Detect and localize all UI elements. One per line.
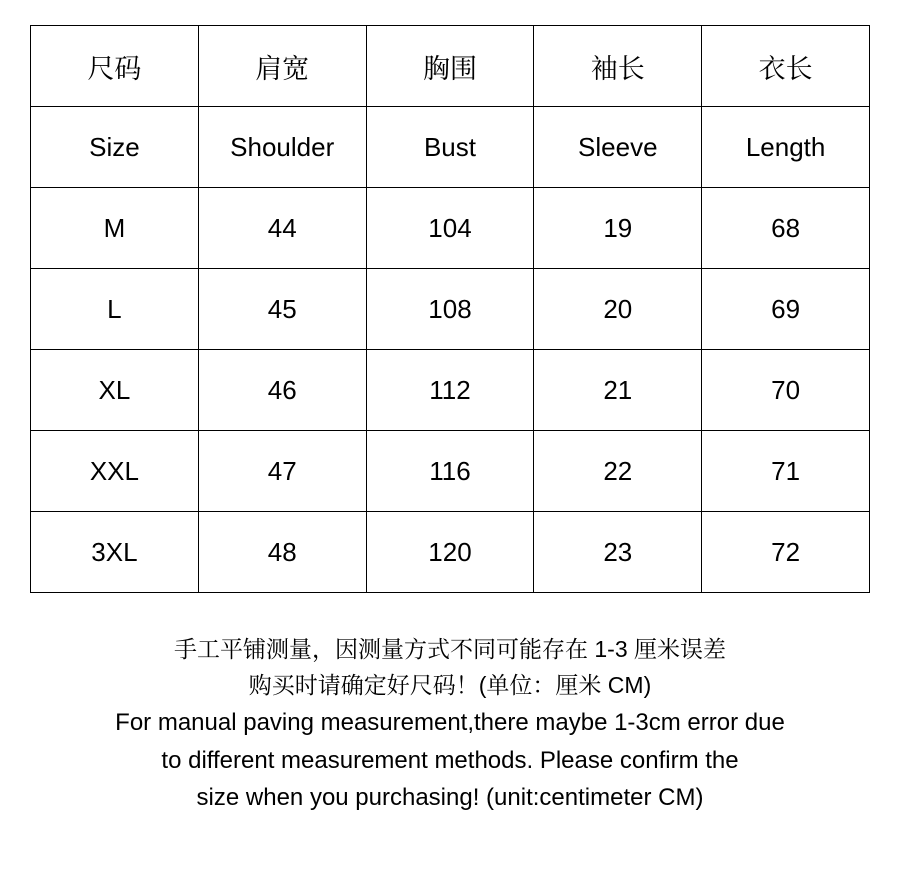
table-row: [31, 269, 870, 350]
table-row-header-cn: [31, 26, 870, 107]
cell-shoulder: 44: [198, 188, 366, 269]
cell-size: XXL: [31, 431, 199, 512]
cell-shoulder: 47: [198, 431, 366, 512]
note-line-en-2: to different measurement methods. Please confirm the: [161, 746, 739, 774]
cell-bust: 112: [366, 350, 534, 431]
table-row: [31, 431, 870, 512]
header-cell-length-en: Length: [702, 107, 870, 188]
cell-sleeve: 21: [534, 350, 702, 431]
header-cell-length-cn: 衣长: [702, 26, 870, 107]
table-row: [31, 188, 870, 269]
header-cell-shoulder-cn: 肩宽: [198, 26, 366, 107]
cell-sleeve: 20: [534, 269, 702, 350]
cell-length: 71: [702, 431, 870, 512]
cell-bust: 120: [366, 512, 534, 593]
cell-size: XL: [31, 350, 199, 431]
table-row: [31, 512, 870, 593]
header-cell-sleeve-en: Sleeve: [534, 107, 702, 188]
header-cell-shoulder-en: Shoulder: [198, 107, 366, 188]
header-cell-size-en: Size: [31, 107, 199, 188]
cell-size: L: [31, 269, 199, 350]
table-row-header-en: [31, 107, 870, 188]
cell-shoulder: 48: [198, 512, 366, 593]
note-line-en-1: For manual paving measurement,there maybe 1-3cm error due: [115, 708, 785, 736]
cell-bust: 104: [366, 188, 534, 269]
cell-bust: 108: [366, 269, 534, 350]
cell-length: 69: [702, 269, 870, 350]
table-row: [31, 350, 870, 431]
size-chart-page: [0, 25, 900, 869]
size-chart-table: [30, 25, 870, 593]
cell-shoulder: 46: [198, 350, 366, 431]
cell-shoulder: 45: [198, 269, 366, 350]
header-cell-sleeve-cn: 袖长: [534, 26, 702, 107]
note-line-cn-2: 购买时请确定好尺码！(单位：厘米 CM): [248, 672, 652, 699]
cell-length: 72: [702, 512, 870, 593]
cell-length: 68: [702, 188, 870, 269]
cell-length: 70: [702, 350, 870, 431]
note-line-en-3: size when you purchasing! (unit:centimeter CM): [196, 784, 704, 812]
size-chart-body: [31, 26, 870, 593]
cell-sleeve: 23: [534, 512, 702, 593]
header-cell-bust-cn: 胸围: [366, 26, 534, 107]
header-cell-size-cn: 尺码: [31, 26, 199, 107]
cell-sleeve: 22: [534, 431, 702, 512]
note-line-cn-1: 手工平铺测量，因测量方式不同可能存在 1-3 厘米误差: [173, 636, 727, 662]
cell-size: 3XL: [31, 512, 199, 593]
cell-size: M: [31, 188, 199, 269]
measurement-notes: [0, 631, 900, 817]
cell-bust: 116: [366, 431, 534, 512]
cell-sleeve: 19: [534, 188, 702, 269]
header-cell-bust-en: Bust: [366, 107, 534, 188]
